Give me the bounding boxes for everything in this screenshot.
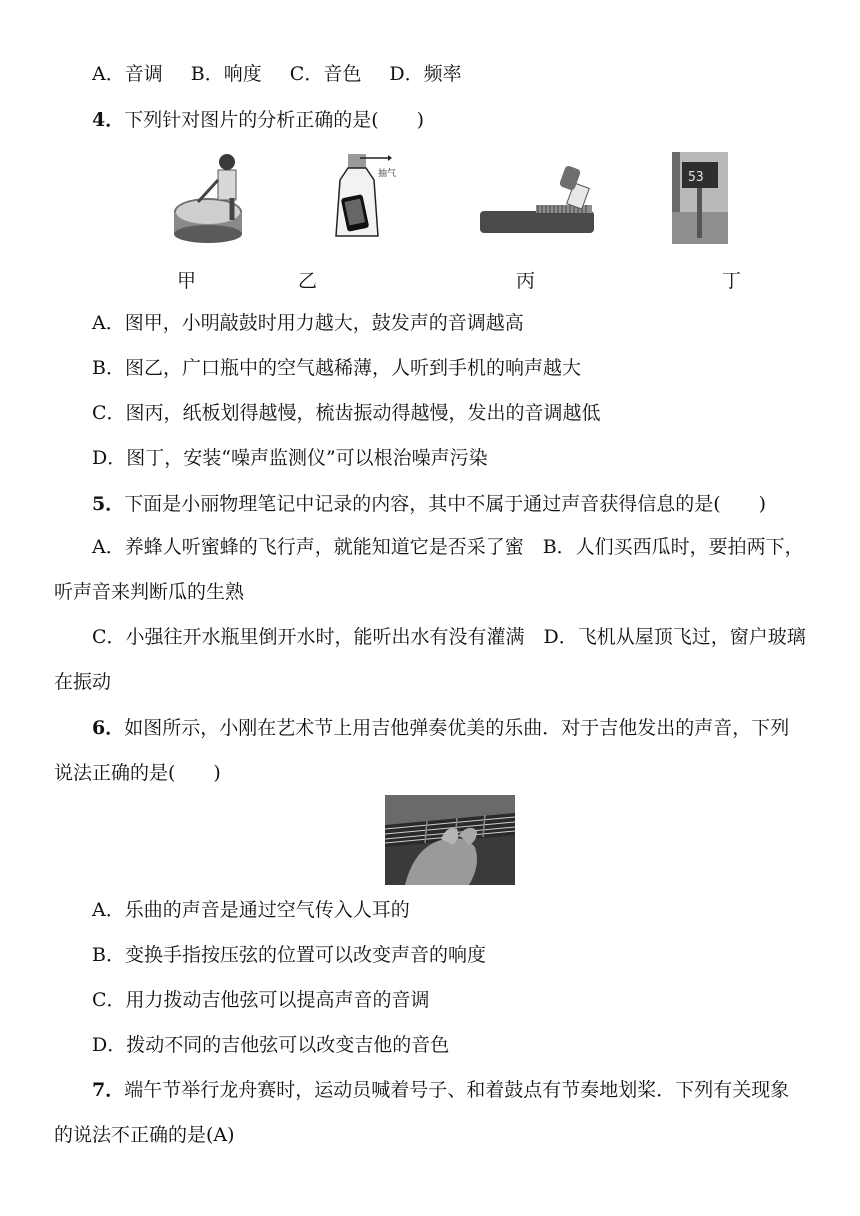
q4-option-a: A．图甲，小明敲鼓时用力越大，鼓发声的音调越高 <box>92 312 524 334</box>
q6-stem <box>54 706 808 796</box>
q5-options-cd: C．小强往开水瓶里倒开水时，能听出水有没有灌满 D．飞机从屋顶飞过，窗户玻璃在振动 <box>54 626 806 693</box>
q3-option: B．响度 <box>190 63 262 85</box>
drummer-figure <box>170 150 250 246</box>
q5-stem-text: 下面是小丽物理笔记中记录的内容，其中不属于通过声音获得信息的是( ) <box>124 493 767 515</box>
q3-option: C．音色 <box>289 63 362 85</box>
caption-ding: 丁 <box>722 270 742 292</box>
comb-figure <box>478 165 598 237</box>
caption-yi: 乙 <box>298 270 318 292</box>
pump-label: 抽气 <box>378 169 397 179</box>
q6-option-b: B．变换手指按压弦的位置可以改变声音的响度 <box>92 944 486 966</box>
q3-option: A．音调 <box>92 63 163 85</box>
q5-number: 5． <box>92 493 125 515</box>
q6-option-a: A．乐曲的声音是通过空气传入人耳的 <box>92 899 410 921</box>
q7-number: 7． <box>92 1079 125 1101</box>
q4-stem <box>92 108 424 132</box>
q4-option-c: C．图丙，纸板划得越慢，梳齿振动得越慢，发出的音调越低 <box>92 402 601 424</box>
guitar-photo <box>385 795 515 885</box>
q6-option-c: C．用力拨动吉他弦可以提高声音的音调 <box>92 989 430 1011</box>
q3-options <box>92 62 484 86</box>
q5-options-ab: A．养蜂人听蜜蜂的飞行声，就能知道它是否采了蜜 B．人们买西瓜时，要拍两下，听声音来判断瓜的生熟 <box>54 536 804 603</box>
q4-stem-text: 下列针对图片的分析正确的是( ) <box>124 109 425 131</box>
caption-bing: 丙 <box>516 270 536 292</box>
q4-number: 4． <box>92 109 125 131</box>
q6-option-d: D．拨动不同的吉他弦可以改变吉他的音色 <box>92 1034 450 1056</box>
caption-jia: 甲 <box>177 270 197 292</box>
q5-stem <box>92 492 766 516</box>
q7-stem-text: 端午节举行龙舟赛时，运动员喊着号子、和着鼓点有节奏地划桨．下列有关现象的说法不正确的是(A) <box>54 1079 790 1146</box>
q6-stem-text: 如图所示，小刚在艺术节上用吉他弹奏优美的乐曲．对于吉他发出的声音，下列说法正确的是( ) <box>54 717 790 784</box>
q7-stem <box>54 1068 808 1158</box>
q6-number: 6． <box>92 717 125 739</box>
meter-reading: 53 <box>688 170 704 185</box>
bottle-figure <box>330 150 397 242</box>
q3-option: D．频率 <box>389 63 462 85</box>
q4-option-b: B．图乙，广口瓶中的空气越稀薄，人听到手机的响声越大 <box>92 357 581 379</box>
q4-option-d: D．图丁，安装“噪声监测仪”可以根治噪声污染 <box>92 447 488 469</box>
noise-monitor-figure <box>672 152 728 244</box>
